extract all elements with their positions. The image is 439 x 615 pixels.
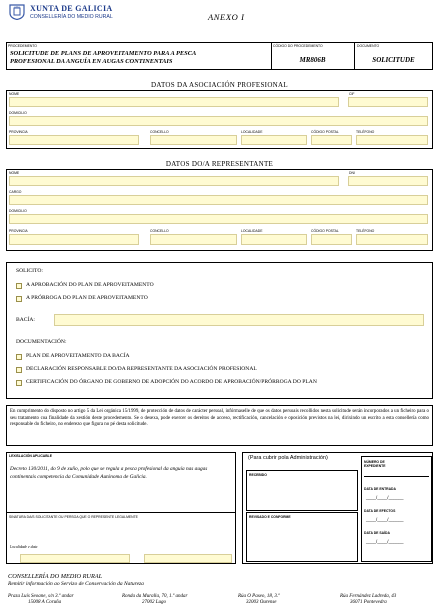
representative-locality-field[interactable] xyxy=(241,234,307,245)
representative-address-label: DOMICILIO xyxy=(9,209,27,213)
admin-title: (Para cubrir pola Administración) xyxy=(248,455,328,461)
entry-date-value: ____/____/______ xyxy=(366,495,404,500)
association-locality-field[interactable] xyxy=(241,135,307,145)
exit-date-value: ____/____/______ xyxy=(366,539,404,544)
basin-label: BACÍA: xyxy=(16,317,35,323)
privacy-text: En cumprimento do disposto no artigo 5 da Lei orgánica 15/1999, de protección de datos de carácter persoal, infórmaselle de que os datos persoais recollidos nesta solicitude serán incorporados a un ficheiro para o seu tratamento coa finalidade da xestión deste procedemento. Se o desexa, pode exercer os dereitos de acceso, rectificación, cancelación e oposición previstos na lei, dirixindo un escrito a esta consellería como responsable do ficheiro, no enderezo que figura no pé desta solicitude. xyxy=(10,409,429,428)
plan-doc-checkbox[interactable] xyxy=(16,354,22,360)
extension-checkbox[interactable] xyxy=(16,296,22,302)
representative-council-label: CONCELLO xyxy=(150,229,169,233)
signature-label: SINATURA DA/S SOLICITANTE OU PERSOA QUE O REPRESENTE LEGALMENTE xyxy=(9,515,138,519)
xunta-logo xyxy=(8,4,26,20)
association-province-label: PROVINCIA xyxy=(9,130,28,134)
representative-address-field[interactable] xyxy=(9,214,428,224)
solicito-label: SOLICITO: xyxy=(16,268,43,274)
representative-position-label: CARGO xyxy=(9,190,22,194)
procedure-code: MR806B xyxy=(299,56,326,64)
association-postcode-field[interactable] xyxy=(311,135,352,145)
exit-date-label: DATA DE SAÍDA xyxy=(364,531,390,535)
legislation-text: Decreto 130/2011, do 9 de xuño, polo que se regula a pesca profesional da anguía nas augas continentais competencia da Comunidade Autónoma de Galicia. xyxy=(10,466,208,480)
association-name-field[interactable] xyxy=(9,97,339,107)
procedure-label: PROCEDEMENTO xyxy=(8,44,37,48)
effect-date-value: ____/____/______ xyxy=(366,517,404,522)
entry-date-label: DATA DE ENTRADA xyxy=(364,487,396,491)
file-number-label: NÚMERO DE EXPEDIENTE xyxy=(364,460,386,468)
effect-date-label: DATA DE EFECTOS xyxy=(364,509,396,513)
dept-name: CONSELLERÍA DO MEDIO RURAL xyxy=(30,14,113,20)
representative-locality-label: LOCALIDADE xyxy=(241,229,263,233)
approval-option-label: A APROBACIÓN DO PLAN DE APROVEITAMENTO xyxy=(26,282,154,288)
association-name-label: NOME xyxy=(9,92,20,96)
shield-icon xyxy=(8,4,26,20)
declaration-doc-label: DECLARACIÓN RESPONSABLE DO/DA REPRESENTANTE DA ASOCIACIÓN PROFESIONAL xyxy=(26,366,257,372)
representative-position-field[interactable] xyxy=(9,195,428,205)
approval-checkbox[interactable] xyxy=(16,283,22,289)
address-a-coruna: Praza Luís Seoane, s/n 3.º andar 15008 A Coruña xyxy=(8,594,74,605)
association-title: DATOS DA ASOCIACIÓN PROFESIONAL xyxy=(151,81,288,89)
association-cif-field[interactable] xyxy=(348,97,428,107)
annex-title: ANEXO I xyxy=(208,12,245,22)
association-province-field[interactable] xyxy=(9,135,139,145)
association-locality-label: LOCALIDADE xyxy=(241,130,263,134)
reviewed-box xyxy=(246,512,358,562)
association-address-label: DOMICILIO xyxy=(9,111,27,115)
org-name: XUNTA DE GALICIA xyxy=(30,4,113,13)
association-council-label: CONCELLO xyxy=(150,130,169,134)
representative-dni-label: DNI xyxy=(349,171,355,175)
association-address-field[interactable] xyxy=(9,116,428,126)
association-phone-field[interactable] xyxy=(356,135,428,145)
footer-ministry: CONSELLERÍA DO MEDIO RURAL xyxy=(8,573,103,580)
reviewed-label: REVISADO E CONFORME xyxy=(249,515,291,519)
plan-doc-label: PLAN DE APROVEITAMENTO DA BACÍA xyxy=(26,353,130,359)
association-council-field[interactable] xyxy=(150,135,237,145)
representative-phone-label: TELÉFONO xyxy=(356,229,375,233)
address-lugo: Ronda da Muralla, 70, 1.º andar 27002 Lugo xyxy=(122,594,188,605)
extension-option-label: A PRÓRROGA DO PLAN DE APROVEITAMENTO xyxy=(26,295,148,301)
basin-field[interactable] xyxy=(54,314,424,326)
footer-remit: Remitir información ao Servizo de Conservación da Natureza xyxy=(8,581,144,587)
document-label: DOCUMENTO xyxy=(357,44,380,48)
declaration-doc-checkbox[interactable] xyxy=(16,367,22,373)
representative-postcode-label: CÓDIGO POSTAL xyxy=(311,229,339,233)
representative-name-field[interactable] xyxy=(9,176,339,186)
procedure-code-label: CÓDIGO DO PROCEDEMENTO xyxy=(273,44,323,48)
procedure-title: SOLICITUDE DE PLANS DE APROVEITAMENTO PARA A PESCA PROFESIONAL DA ANGUÍA EN AUGAS CONTINENTAIS xyxy=(10,50,197,65)
legislation-label: LEXISLACIÓN APLICABLE xyxy=(9,454,53,458)
representative-postcode-field[interactable] xyxy=(311,234,352,245)
representative-province-field[interactable] xyxy=(9,234,139,245)
place-date-label: Localidade e data xyxy=(10,545,38,549)
representative-name-label: NOME xyxy=(9,171,20,175)
date-field[interactable] xyxy=(144,554,232,563)
address-pontevedra: Rúa Fernández Ladreda, 43 36071 Pontevedra xyxy=(340,594,397,605)
place-date-field[interactable] xyxy=(20,554,130,563)
address-ourense: Rúa O Paseo, 18, 3.º 32003 Ourense xyxy=(238,594,280,605)
representative-province-label: PROVINCIA xyxy=(9,229,28,233)
association-phone-label: TELÉFONO xyxy=(356,130,375,134)
representative-phone-field[interactable] xyxy=(356,234,428,245)
document-type: SOLICITUDE xyxy=(372,56,415,64)
certification-doc-label: CERTIFICACIÓN DO ÓRGANO DE GOBERNO DE ADOPCIÓN DO ACORDO DE APROBACIÓN/PRÓRROGA DO PLAN xyxy=(26,379,317,385)
representative-dni-field[interactable] xyxy=(348,176,428,186)
association-cif-label: CIF xyxy=(349,92,355,96)
association-postcode-label: CÓDIGO POSTAL xyxy=(311,130,339,134)
certification-doc-checkbox[interactable] xyxy=(16,380,22,386)
representative-council-field[interactable] xyxy=(150,234,237,245)
received-label: RECEBIDO xyxy=(249,473,267,477)
documentation-label: DOCUMENTACIÓN: xyxy=(16,339,67,345)
representative-title: DATOS DO/A REPRESENTANTE xyxy=(165,160,274,168)
